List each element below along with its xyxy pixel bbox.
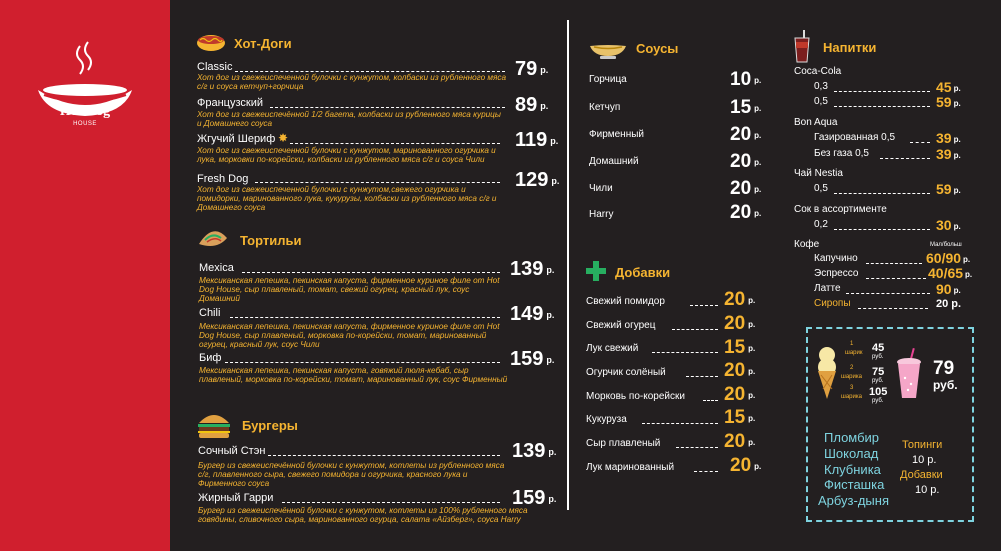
scoop1-count: 1 (850, 341, 854, 347)
sauce-mustard-name: Горчица (589, 74, 627, 85)
drink-cola-price1: 45 р. (936, 79, 961, 95)
drink-aqua-size1: Газированная 0,5 (814, 132, 896, 143)
hotdog-french-desc: Хот дог из свежеиспечённой 1/2 багета, колбаски из рубленного мяса курицы и Домашнего соуса (197, 110, 501, 128)
milkshake-rub: руб. (933, 378, 958, 392)
hotdogs-title: Хот-Доги (234, 36, 292, 51)
tortilla-beef-price: 159 р. (510, 348, 555, 370)
leader-dots (268, 455, 500, 456)
leader-dots (690, 305, 718, 306)
burger-harry-price: 159 р. (512, 487, 557, 509)
burger-harry-name: Жирный Гарри (198, 492, 274, 504)
icecream-cone-icon (815, 345, 839, 400)
flavor-2: Шоколад (824, 446, 879, 461)
sauces-title: Соусы (636, 41, 679, 56)
coffee-syrup-name: Сиропы (814, 298, 851, 309)
drink-coffee-name: Кофе (794, 239, 820, 250)
leader-dots (242, 272, 500, 273)
sauce-harry-name: Harry (589, 209, 614, 220)
addon-tomato-price: 20 р. (724, 289, 756, 310)
leader-dots (834, 193, 930, 194)
brand-subtitle: HOUSE (73, 121, 97, 127)
coffee-latte-name: Латте (814, 283, 841, 294)
ice-addons-price: 10 р. (915, 484, 940, 496)
addon-pickle-name: Огурчик солёный (586, 367, 666, 378)
leader-dots (834, 106, 930, 107)
flavor-4: Фисташка (824, 477, 885, 492)
hotdog-sheriff-price: 119 р. (515, 129, 559, 151)
coffee-syrup-price: 20 р. (936, 298, 962, 310)
toppings-price: 10 р. (912, 454, 937, 466)
scoop1-rub: руб. (872, 354, 884, 360)
column-divider (567, 20, 569, 510)
coffee-sizes-label: Мал/больш (930, 242, 962, 248)
hotdog-classic-name: Classic (197, 61, 233, 73)
toppings-label: Топинги (902, 439, 943, 451)
coffee-espresso-price: 40/65 р. (928, 265, 973, 281)
leader-dots (866, 263, 922, 264)
scoop3-rub: руб. (872, 398, 884, 404)
leader-dots (834, 91, 930, 92)
leader-dots (230, 317, 500, 318)
flavor-1: Пломбир (824, 430, 880, 445)
drink-cola-size2: 0,5 (814, 96, 828, 107)
leader-dots (910, 142, 930, 143)
burger-icon (196, 410, 232, 440)
leader-dots (235, 71, 505, 72)
leader-dots (880, 158, 930, 159)
addon-onion-price: 15 р. (724, 337, 756, 358)
burger-stan-name: Сочный Стэн (198, 445, 266, 457)
sauce-chili-name: Чили (589, 183, 613, 194)
leader-dots (225, 362, 500, 363)
tortilla-icon (197, 226, 229, 250)
leader-dots (858, 308, 928, 309)
sauce-signature-price: 20 р. (730, 124, 762, 145)
tortillas-title: Тортильи (240, 233, 302, 248)
scoop3-count: 3 (850, 385, 854, 391)
hotdog-icon (196, 30, 226, 54)
leader-dots (290, 143, 500, 144)
flavor-3: Клубника (824, 462, 881, 477)
drink-aqua-price2: 39 р. (936, 146, 961, 162)
leader-dots (686, 376, 718, 377)
addon-pickled-onion-price: 20 р. (730, 455, 762, 476)
leader-dots (672, 329, 718, 330)
sauce-homemade-price: 20 р. (730, 151, 762, 172)
milkshake-icon (895, 348, 923, 400)
leader-dots (703, 400, 718, 401)
sauce-harry-price: 20 р. (730, 202, 762, 223)
addon-cucumber-price: 20 р. (724, 313, 756, 334)
drink-aqua-size2: Без газа 0,5 (814, 148, 869, 159)
burger-stan-price: 139 р. (512, 440, 557, 462)
addon-tomato-name: Свежий помидор (586, 296, 665, 307)
tortilla-beef-name: Биф (199, 352, 222, 364)
leader-dots (846, 293, 930, 294)
sauce-boat-icon (588, 38, 628, 60)
milkshake-price: 79 (933, 358, 955, 379)
addon-carrot-name: Морковь по-корейски (586, 391, 685, 402)
scoop3-label: шарика (841, 394, 862, 400)
addon-corn-price: 15 р. (724, 407, 756, 428)
tortilla-chili-desc: Мексиканская лепешка, пекинская капуста, фирменное куриное филе от Hot Dog House, сыр плавленый, морковка по-корейски, томат, маринованный огурец, красный лук, соус Чили (199, 322, 500, 349)
hotdog-fresh-name: Fresh Dog (197, 173, 249, 185)
leader-dots (255, 182, 500, 183)
scoop2-label: шарика (841, 374, 862, 380)
drink-tea-name: Чай Nestia (794, 168, 843, 179)
hotdog-french-price: 89 р. (515, 94, 549, 116)
drinks-title: Напитки (823, 40, 877, 55)
tortilla-chili-price: 149 р. (510, 303, 555, 325)
addon-pickle-price: 20 р. (724, 360, 756, 381)
scoop3-price: 105 (869, 386, 888, 398)
scoop2-rub: руб. (872, 378, 884, 384)
hotdog-sheriff-desc: Хот дог из свежеиспеченной булочки с кунжутом, маринованного огурчика и лука, морковки по-корейски, колбаски из рубленного мяса с/г и соуса Чили (197, 146, 496, 164)
drink-cola-name: Coca-Cola (794, 66, 842, 77)
leader-dots (642, 423, 718, 424)
leader-dots (866, 278, 926, 279)
tortilla-chili-name: Chili (199, 307, 221, 319)
addon-pickled-onion-name: Лук маринованный (586, 462, 675, 473)
drink-cola-size1: 0,3 (814, 81, 828, 92)
addons-title: Добавки (615, 265, 671, 280)
drink-juice-size1: 0,2 (814, 219, 828, 230)
drink-juice-name: Сок в ассортименте (794, 204, 887, 215)
addon-corn-name: Кукуруза (586, 414, 627, 425)
brand-title: Hot Dog (59, 104, 111, 119)
tortilla-beef-desc: Мексиканская лепешка, пекинская капуста, говяжий люля-кебаб, сыр плавленый, морковка по-корейски, томат, маринованный лук, соус Фирменный (199, 366, 508, 384)
hotdog-sheriff-name: Жгучий Шериф (197, 133, 276, 145)
sauce-ketchup-name: Кетчуп (589, 102, 621, 113)
drink-tea-size1: 0,5 (814, 183, 828, 194)
sauce-signature-name: Фирменный (589, 129, 645, 140)
addon-cucumber-name: Свежий огурец (586, 320, 656, 331)
addon-cheese-name: Сыр плавленый (586, 438, 661, 449)
drink-tea-price1: 59 р. (936, 181, 961, 197)
tortilla-mexica-desc: Мексиканская лепешка, пекинская капуста, фирменное куриное филе от Hot Dog House, сыр плавленый, томат, свежий огурец, красный лук, соус Домашний (199, 276, 500, 303)
sauce-chili-price: 20 р. (730, 178, 762, 199)
sauce-homemade-name: Домашний (589, 156, 639, 167)
drink-aqua-price1: 39 р. (936, 130, 961, 146)
flavor-5: Арбуз-дыня (818, 493, 889, 508)
burgers-title: Бургеры (242, 418, 298, 433)
hotdog-classic-desc: Хот дог из свежеиспеченной булочки с кунжутом, колбаски из рубленного мяса с/г и соуса кетчуп+горчица (197, 73, 507, 91)
hotdog-french-name: Французский (197, 97, 263, 109)
scoop2-count: 2 (850, 365, 854, 371)
addon-carrot-price: 20 р. (724, 384, 756, 405)
drink-cola-price2: 59 р. (936, 94, 961, 110)
scoop1-price: 45 (872, 342, 885, 354)
leader-dots (282, 502, 500, 503)
leader-dots (694, 471, 718, 472)
leader-dots (270, 107, 505, 108)
coffee-latte-price: 90 р. (936, 281, 961, 297)
brand-sidebar (0, 0, 170, 551)
leader-dots (834, 229, 930, 230)
hotdog-classic-price: 79 р. (515, 58, 549, 80)
coffee-cappuccino-price: 60/90 р. (926, 250, 971, 266)
addon-onion-name: Лук свежий (586, 343, 639, 354)
plus-icon (585, 260, 607, 282)
sauce-mustard-price: 10 р. (730, 69, 762, 90)
leader-dots (652, 352, 718, 353)
scoop1-label: шарик (845, 350, 863, 356)
leader-dots (676, 447, 718, 448)
drink-aqua-name: Bon Aqua (794, 117, 838, 128)
hotdog-fresh-desc: Хот дог из свежеиспеченной булочки с кунжутом,свежего огурчика и помидорки, маринованного лука, кукурузы, колбаски из рубленного мяса с/г и Домашнего соуса (197, 185, 497, 212)
tortilla-mexica-price: 139 р. (510, 258, 555, 280)
coffee-cappuccino-name: Капучино (814, 253, 858, 264)
scoop2-price: 75 (872, 366, 885, 378)
tortilla-mexica-name: Mexica (199, 262, 234, 274)
burger-stan-desc: Бургер из свежеиспечённой булочки с кунжутом, котлеты из рубленного мяса с/г, плавленного сыра, свежего помидора и огурчика, красного лука и Фирменного соуса (198, 461, 505, 488)
spicy-star-icon: ✸ (278, 131, 289, 145)
ice-addons-label: Добавки (900, 469, 943, 481)
drink-juice-price1: 30 р. (936, 217, 961, 233)
cola-glass-icon (792, 30, 812, 64)
burger-harry-desc: Бургер из свежеиспечённой булочки с кунжутом, котлеты из 100% рубленного мяса говядины, сливочного сыра, маринованного огурца, салата «Айзберг», соуса Harry (198, 506, 528, 524)
hotdog-fresh-price: 129 р. (515, 169, 560, 191)
coffee-espresso-name: Эспрессо (814, 268, 859, 279)
sauce-ketchup-price: 15 р. (730, 97, 762, 118)
addon-cheese-price: 20 р. (724, 431, 756, 452)
